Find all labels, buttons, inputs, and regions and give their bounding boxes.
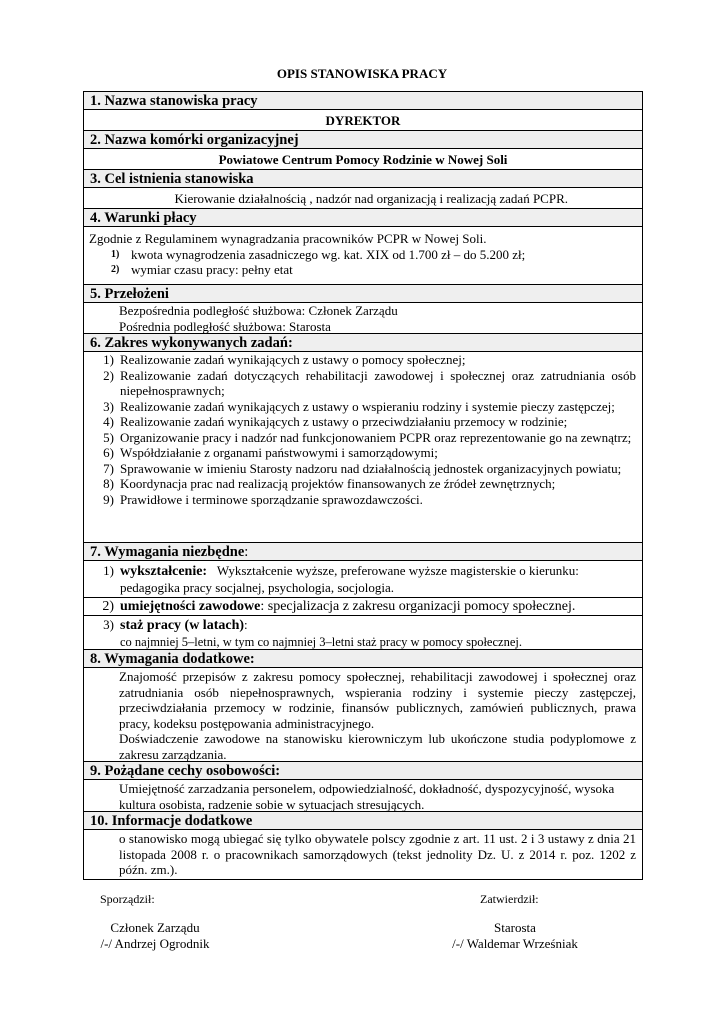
approved-by-label: Zatwierdził: xyxy=(480,892,539,906)
section-5-heading: 5. Przełożeni xyxy=(84,285,642,303)
prepared-by-label: Sporządził: xyxy=(100,892,155,906)
section-8-heading: 8. Wymagania dodatkowe: xyxy=(84,650,642,668)
indirect-superior: Pośrednia podległość służbowa: Starosta xyxy=(119,318,331,334)
task-item: 5) Organizowanie pracy i nadzór nad funkcjonowaniem PCPR oraz reprezentowanie go na zewnątrz; xyxy=(103,429,632,445)
section-9-heading: 9. Pożądane cechy osobowości: xyxy=(84,762,642,780)
position-purpose: Kierowanie działalnością , nadzór nad organizacją i realizacją zadań PCPR. xyxy=(84,188,642,209)
pay-conditions xyxy=(84,227,642,285)
document-title: OPIS STANOWISKA PRACY xyxy=(276,66,448,81)
prepared-by-name: /-/ Andrzej Ogrodnik xyxy=(100,936,210,951)
job-description-table xyxy=(83,91,643,880)
section-4-heading: 4. Warunki płacy xyxy=(84,209,642,227)
requirement-education: 1) wykształcenie: Wykształcenie wyższe, preferowane wyższe magisterskie o kierunku: pedagogika pracy socjalnej, psychologia, socjologia. xyxy=(84,561,642,598)
task-item: 3) Realizowanie zadań wynikających z ustawy o wspieraniu rodziny i systemie pieczy zastępczej; xyxy=(103,398,615,414)
section-6-heading: 6. Zakres wykonywanych zadań: xyxy=(84,334,642,352)
additional-requirements: Znajomość przepisów z zakresu pomocy społecznej, rehabilitacji zawodowej i społecznej oraz zatrudniania osób niepełnosprawnych, wspierania rodziny i systemie pieczy zastępczej, przeciwdziałania przemocy w rodzinie, finansów publicznych, zamówień publicznych, prawa pracy, kodeksu postępowania administracyjnego. Doświadczenie zawodowe na stanowisku kierowniczym lub ukończone studia podyplomowe z zakresu zarządzania. xyxy=(84,668,642,762)
task-item: 2) Realizowanie zadań dotyczących rehabilitacji zawodowej i społecznej oraz zatrudniania osób niepełnosprawnych; xyxy=(103,367,636,398)
task-item: 8) Koordynacja prac nad realizacją projektów finansowanych ze źródeł zewnętrznych; xyxy=(103,476,556,491)
section-7-heading: 7. Wymagania niezbędne: xyxy=(84,543,642,561)
task-item: 1) Realizowanie zadań wynikających z ustawy o pomocy społecznej; xyxy=(103,352,466,367)
approved-by-name: /-/ Waldemar Wrześniak xyxy=(452,936,578,951)
section-1-heading: 1. Nazwa stanowiska pracy xyxy=(84,92,642,110)
pay-intro: Zgodnie z Regulaminem wynagradzania pracowników PCPR w Nowej Soli. xyxy=(89,231,487,246)
task-list xyxy=(84,352,642,543)
task-item: 9) Prawidłowe i terminowe sporządzanie sprawozdawczości. xyxy=(103,491,423,507)
task-item: 6) Współdziałanie z organami państwowymi i samorządowymi; xyxy=(103,445,438,460)
requirement-skills: 2) umiejętności zawodowe: specjalizacja z zakresu organizacji pomocy społecznej. xyxy=(84,598,642,616)
org-unit-name: Powiatowe Centrum Pomocy Rodzinie w Nowej Soli xyxy=(84,149,642,170)
direct-superior: Bezpośrednia podległość służbowa: Członek Zarządu xyxy=(119,303,398,318)
section-10-heading: 10. Informacje dodatkowe xyxy=(84,812,642,830)
section-3-heading: 3. Cel istnienia stanowiska xyxy=(84,170,642,188)
personality-traits: Umiejętność zarzadzania personelem, odpowiedzialność, dokładność, dyspozycyjność, wysoka kultura osobista, radzenie sobie w sytuacjach stresujących. xyxy=(84,780,642,812)
position-name: DYREKTOR xyxy=(84,110,642,131)
additional-information: o stanowisko mogą ubiegać się tylko obywatele polscy zgodnie z art. 11 ust. 2 i 3 ustawy z dnia 21 listopada 2008 r. o pracownikach samorządowych (tekst jednolity Dz. U. z 2014 r. poz. 1202 z późn. zm.). xyxy=(119,831,636,877)
task-item: 4) Realizowanie zadań wynikających z ustawy o przeciwdziałaniu przemocy w rodzinie; xyxy=(103,414,568,429)
requirement-experience: 3) staż pracy (w latach): co najmniej 5–letni, w tym co najmniej 3–letni staż pracy w pomocy społecznej. xyxy=(84,616,642,650)
superiors xyxy=(84,303,642,334)
approved-by-role: Starosta xyxy=(494,920,536,935)
task-item: 7) Sprawowanie w imieniu Starosty nadzoru nad działalnością jednostek organizacyjnych powiatu; xyxy=(103,460,622,476)
pay-item: 2) wymiar czasu pracy: pełny etat xyxy=(111,262,293,277)
pay-item: 1) kwota wynagrodzenia zasadniczego wg. kat. XIX od 1.700 zł – do 5.200 zł; xyxy=(111,246,526,262)
section-2-heading: 2. Nazwa komórki organizacyjnej xyxy=(84,131,642,149)
prepared-by-role: Członek Zarządu xyxy=(110,920,200,935)
